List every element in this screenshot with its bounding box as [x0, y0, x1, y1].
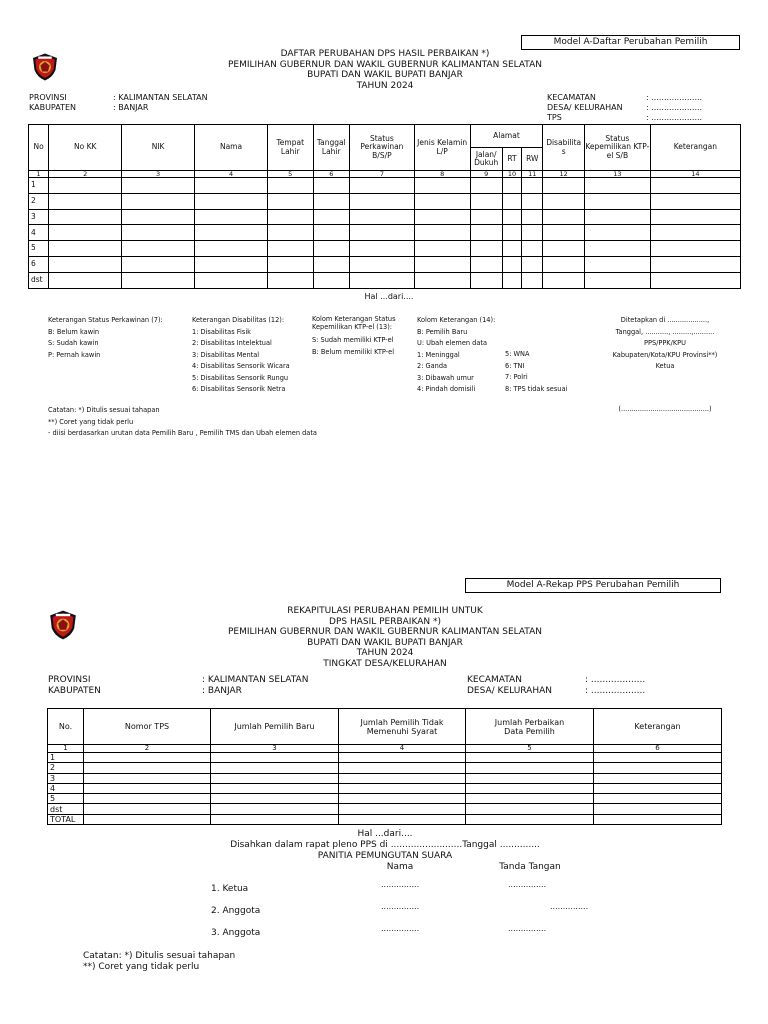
nama-dots: ...............: [381, 924, 420, 933]
legend-line: 5: Disabilitas Sensorik Rungu: [192, 373, 289, 382]
table-cell: [211, 773, 339, 783]
table-cell: [122, 178, 195, 194]
legend-disabilitas: [192, 315, 290, 396]
ttd-dots: ...............: [508, 924, 547, 933]
col-jalan-header: Jalan/ Dukuh: [470, 148, 502, 171]
legend-ktp: [312, 315, 407, 331]
col-number: 7: [349, 171, 414, 178]
table-cell: [543, 272, 585, 288]
table-cell: [650, 241, 740, 257]
catatan-line: Catatan: *) Ditulis sesuai tahapan: [48, 406, 160, 414]
nama-dots: ...............: [381, 902, 420, 911]
table-cell: [84, 773, 211, 783]
table-cell: [650, 178, 740, 194]
table-cell: [339, 763, 466, 773]
table-cell: [594, 804, 722, 814]
legend-line: 4: Pindah domisili: [417, 385, 476, 393]
col-ktp-header: Status Kepemilikan KTP-el S/B: [584, 125, 650, 171]
table-cell: [339, 814, 466, 824]
col-number: 6: [313, 171, 349, 178]
kpu-logo-icon: [47, 609, 79, 641]
title-line: BUPATI DAN WAKIL BUPATI BANJAR: [307, 637, 463, 648]
table-cell: [339, 753, 466, 763]
model-label-1: Model A-Daftar Perubahan Pemilih: [521, 35, 740, 50]
table-cell: [414, 256, 470, 272]
table-cell: [543, 193, 585, 209]
table-cell: [195, 178, 268, 194]
table-cell: [594, 794, 722, 804]
table-cell: [543, 178, 585, 194]
model-label-2: Model A-Rekap PPS Perubahan Pemilih: [465, 578, 721, 593]
form2-title: [170, 606, 600, 669]
col-nokk-header: No KK: [49, 125, 122, 171]
legend-line: U: Ubah elemen data: [417, 339, 488, 347]
col-number: 5: [267, 171, 313, 178]
table-cell: [349, 178, 414, 194]
table-cell: [195, 225, 268, 241]
table-cell: [466, 783, 594, 793]
table-cell: [122, 193, 195, 209]
table-cell: [502, 178, 521, 194]
table-cell: [470, 241, 502, 257]
table-cell: [49, 209, 122, 225]
table-cell: [313, 193, 349, 209]
table-cell: [211, 814, 339, 824]
table-cell: [267, 209, 313, 225]
sign-line: Ditetapkan di ...................,: [620, 316, 710, 324]
title-line: PEMILIHAN GUBERNUR DAN WAKIL GUBERNUR KALIMANTAN SELATAN: [228, 627, 542, 637]
signer-anggota-2: 3. Anggota: [211, 928, 261, 938]
table-cell: [122, 241, 195, 257]
table-row: [48, 794, 722, 804]
table-cell: [502, 193, 521, 209]
tps-label: TPS: [547, 113, 562, 122]
catatan-line: Catatan: *) Ditulis sesuai tahapan: [83, 951, 236, 961]
legend-line: 3: Disabilitas Mental: [192, 350, 260, 359]
legend-ktp-items: [312, 335, 394, 358]
col-tms-header: Jumlah Pemilih Tidak Memenuhi Syarat: [339, 709, 466, 745]
table-cell: [522, 272, 543, 288]
ttd-dots: ...............: [550, 902, 589, 911]
table-cell: [584, 178, 650, 194]
nama-header: Nama: [386, 862, 414, 872]
table-cell: [313, 256, 349, 272]
table-cell: [195, 272, 268, 288]
legend-line: 2: Ganda: [417, 362, 448, 370]
provinsi-value: : KALIMANTAN SELATAN: [202, 675, 309, 685]
table-cell: [584, 193, 650, 209]
table-cell: [339, 783, 466, 793]
table-cell: [414, 272, 470, 288]
row-number: 5: [29, 241, 49, 257]
table-cell: [650, 272, 740, 288]
col-rw-header: RW: [522, 148, 543, 171]
col-number: 11: [522, 171, 543, 178]
provinsi-label: PROVINSI: [48, 675, 91, 685]
legend-status: [48, 315, 163, 361]
table-cell: [584, 209, 650, 225]
table-cell: [466, 794, 594, 804]
table-cell: [267, 241, 313, 257]
form1-title: [180, 49, 590, 91]
col-number: 2: [84, 745, 211, 753]
legend-line: B: Pemilih Baru: [417, 327, 468, 336]
table-row: [29, 209, 741, 225]
table-cell: [594, 814, 722, 824]
col-status-header: Status Perkawinan B/S/P: [349, 125, 414, 171]
row-number: 2: [48, 763, 84, 773]
col-number: 13: [584, 171, 650, 178]
table-cell: [584, 225, 650, 241]
title-line: BUPATI DAN WAKIL BUPATI BANJAR: [307, 70, 463, 80]
table-cell: [650, 225, 740, 241]
col-number: 5: [466, 745, 594, 753]
col-tanggal-header: Tanggal Lahir: [313, 125, 349, 171]
table-cell: [502, 225, 521, 241]
table-cell: [522, 209, 543, 225]
row-number: 2: [29, 193, 49, 209]
rekap-table: [47, 708, 722, 825]
kecamatan-value: : ....................: [646, 93, 703, 102]
table-cell: [522, 225, 543, 241]
table-cell: [470, 178, 502, 194]
desa-label: DESA/ KELURAHAN: [547, 103, 623, 112]
table-cell: [267, 256, 313, 272]
signer-anggota-1: 2. Anggota: [211, 906, 261, 916]
table-cell: [49, 178, 122, 194]
legend-line: B: Belum kawin: [48, 327, 100, 336]
ttd-header: Tanda Tangan: [499, 862, 561, 872]
col-rt-header: RT: [502, 148, 521, 171]
table-cell: [195, 193, 268, 209]
table-cell: [339, 804, 466, 814]
kabupaten-value: : BANJAR: [202, 686, 242, 696]
col-disabilitas-header: Disabilita s: [543, 125, 585, 171]
legend-line: 5: WNA: [505, 350, 530, 358]
table-cell: [349, 272, 414, 288]
col-number: 8: [414, 171, 470, 178]
table-cell: [522, 193, 543, 209]
col-number: 4: [339, 745, 466, 753]
table-cell: [349, 193, 414, 209]
legend-line: Keterangan Disabilitas (12):: [192, 316, 285, 324]
table-cell: [84, 753, 211, 763]
col-perbaikan-header: Jumlah Perbaikan Data Pemilih: [466, 709, 594, 745]
legend-line: Keterangan Status Perkawinan (7):: [48, 316, 163, 324]
table-cell: [543, 209, 585, 225]
table-cell: [49, 272, 122, 288]
kecamatan-label: KECAMATAN: [547, 93, 596, 102]
col-number: 1: [29, 171, 49, 178]
table-cell: [267, 178, 313, 194]
sign-name-1: (..........................................): [618, 405, 712, 413]
title-line: DPS HASIL PERBAIKAN *): [329, 616, 441, 627]
table-cell: [349, 209, 414, 225]
table-row: [48, 814, 722, 824]
table-cell: [211, 794, 339, 804]
legend-line: Kolom Keterangan Status Kepemilikan KTP-el (13):: [312, 315, 396, 331]
row-number: 4: [29, 225, 49, 241]
sign-line: Kabupaten/Kota/KPU Provinsi**): [612, 350, 718, 359]
table-row: [29, 225, 741, 241]
table-cell: [470, 193, 502, 209]
table-cell: [211, 763, 339, 773]
disahkan-line: Disahkan dalam rapat pleno PPS di .........................Tanggal ..............: [230, 840, 540, 850]
table-cell: [522, 178, 543, 194]
table-cell: [470, 272, 502, 288]
col-alamat-header: Alamat: [470, 125, 543, 148]
table-cell: [339, 773, 466, 783]
kabupaten-label: KABUPATEN: [29, 103, 77, 112]
title-line: REKAPITULASI PERUBAHAN PEMILIH UNTUK: [287, 606, 483, 616]
table-cell: [211, 804, 339, 814]
table-cell: [502, 209, 521, 225]
table-cell: [49, 193, 122, 209]
legend-line: 3: Dibawah umur: [417, 373, 474, 382]
table-row: [29, 272, 741, 288]
table-cell: [414, 178, 470, 194]
table-cell: [466, 763, 594, 773]
col-number: 10: [502, 171, 521, 178]
legend-line: 6: TNI: [505, 361, 525, 370]
table-cell: [594, 763, 722, 773]
col-number: 3: [122, 171, 195, 178]
row-number: dst: [48, 804, 84, 814]
table-row: [48, 773, 722, 783]
table-cell: [349, 256, 414, 272]
row-number: 3: [48, 773, 84, 783]
legend-line: 8: TPS tidak sesuai: [505, 384, 568, 393]
legend-line: P: Pernah kawin: [48, 350, 101, 359]
table-cell: [267, 193, 313, 209]
legend-line: Kolom Keterangan (14):: [417, 316, 496, 324]
legend-line: S: Sudah kawin: [48, 339, 99, 347]
kpu-logo-icon: [30, 52, 60, 82]
col-ket-header: Keterangan: [594, 709, 722, 745]
row-number: 1: [48, 753, 84, 763]
col-number: 12: [543, 171, 585, 178]
desa-value: : ...................: [585, 686, 646, 696]
row-number: 4: [48, 783, 84, 793]
table-cell: [195, 256, 268, 272]
title-line: TINGKAT DESA/KELURAHAN: [323, 658, 447, 669]
kabupaten-value: : BANJAR: [113, 103, 149, 112]
table-cell: [313, 241, 349, 257]
table-cell: [594, 773, 722, 783]
table-cell: [414, 241, 470, 257]
sign-line: Ketua: [655, 362, 675, 370]
col-number: 14: [650, 171, 740, 178]
nama-dots: ...............: [381, 880, 420, 889]
table-cell: [543, 241, 585, 257]
ttd-dots: ...............: [508, 880, 547, 889]
table-cell: [466, 804, 594, 814]
table-cell: [650, 193, 740, 209]
table-cell: [414, 209, 470, 225]
table-cell: [267, 225, 313, 241]
col-no-header: No: [29, 125, 49, 171]
catatan-line: **) Coret yang tidak perlu: [83, 961, 200, 972]
table-cell: [543, 225, 585, 241]
provinsi-label: PROVINSI: [29, 93, 67, 102]
table-cell: [522, 241, 543, 257]
table-cell: [49, 241, 122, 257]
table-cell: [584, 256, 650, 272]
table-cell: [313, 209, 349, 225]
table-cell: [122, 272, 195, 288]
table-cell: [466, 773, 594, 783]
signer-ketua: 1. Ketua: [211, 884, 249, 894]
col-tps-header: Nomor TPS: [84, 709, 211, 745]
table-cell: [84, 794, 211, 804]
col-ket-header: Keterangan: [650, 125, 740, 171]
legend-line: 2: Disabilitas Intelektual: [192, 339, 272, 347]
legend-line: B: Belum memiliki KTP-el: [312, 347, 395, 356]
table-cell: [84, 783, 211, 793]
table-cell: [339, 794, 466, 804]
provinsi-value: : KALIMANTAN SELATAN: [113, 93, 208, 102]
table-cell: [349, 241, 414, 257]
kabupaten-label: KABUPATEN: [48, 686, 101, 696]
col-nama-header: Nama: [195, 125, 268, 171]
table-cell: [349, 225, 414, 241]
row-number: 5: [48, 794, 84, 804]
table-cell: [470, 209, 502, 225]
table-cell: [49, 256, 122, 272]
col-jk-header: Jenis Kelamin L/P: [414, 125, 470, 171]
signature-block-1: [590, 315, 740, 373]
col-baru-header: Jumlah Pemilih Baru: [211, 709, 339, 745]
table-cell: [502, 256, 521, 272]
title-line: TAHUN 2024: [356, 80, 414, 91]
table-row: [29, 193, 741, 209]
legend-keterangan-b: [505, 349, 567, 395]
title-line: DAFTAR PERUBAHAN DPS HASIL PERBAIKAN *): [280, 49, 490, 59]
page-indicator-1: Hal ...dari....: [364, 292, 414, 301]
legend-line: 7: Polri: [505, 373, 528, 381]
desa-value: : ....................: [646, 103, 703, 112]
table-cell: [470, 256, 502, 272]
table-row: [48, 753, 722, 763]
page-indicator-2: Hal ...dari....: [357, 829, 413, 839]
row-number: 1: [29, 178, 49, 194]
table-cell: [122, 256, 195, 272]
table-cell: [211, 783, 339, 793]
title-line: PEMILIHAN GUBERNUR DAN WAKIL GUBERNUR KALIMANTAN SELATAN: [228, 59, 542, 70]
table-cell: [414, 193, 470, 209]
table-cell: [594, 783, 722, 793]
table-cell: [122, 225, 195, 241]
col-number: 2: [49, 171, 122, 178]
sign-line: Tanggal, ..........., .........,..........: [615, 327, 715, 336]
col-number: 6: [594, 745, 722, 753]
legend-keterangan: [417, 315, 495, 396]
table-cell: [84, 763, 211, 773]
table-cell: [466, 753, 594, 763]
legend-line: 1: Meninggal: [417, 350, 460, 359]
table-cell: [470, 225, 502, 241]
col-number: 4: [195, 171, 268, 178]
row-number: TOTAL: [48, 814, 84, 824]
table-cell: [84, 814, 211, 824]
table-row: [48, 804, 722, 814]
col-tempat-header: Tempat Lahir: [267, 125, 313, 171]
legend-line: 1: Disabilitas Fisik: [192, 327, 251, 336]
title-line: TAHUN 2024: [356, 648, 414, 658]
table-row: [48, 763, 722, 773]
catatan-1: [48, 405, 317, 440]
table-cell: [313, 178, 349, 194]
catatan-line: **) Coret yang tidak perlu: [48, 417, 134, 426]
table-cell: [313, 272, 349, 288]
table-cell: [267, 272, 313, 288]
table-cell: [584, 272, 650, 288]
table-cell: [313, 225, 349, 241]
table-cell: [49, 225, 122, 241]
kecamatan-value: : ...................: [585, 675, 646, 685]
perubahan-table: [28, 124, 741, 289]
catatan-2: [83, 951, 235, 972]
table-cell: [122, 209, 195, 225]
row-number: dst: [29, 272, 49, 288]
col-number: 3: [211, 745, 339, 753]
sign-line: PPS/PPK/KPU: [644, 339, 686, 347]
col-number: 1: [48, 745, 84, 753]
kecamatan-label: KECAMATAN: [467, 675, 522, 685]
table-cell: [650, 209, 740, 225]
legend-line: 6: Disabilitas Sensorik Netra: [192, 385, 286, 393]
catatan-line: - diisi berdasarkan urutan data Pemilih Baru , Pemilih TMS dan Ubah elemen data: [48, 429, 317, 437]
table-cell: [195, 209, 268, 225]
col-no-header: No.: [48, 709, 84, 745]
table-cell: [594, 753, 722, 763]
desa-label: DESA/ KELURAHAN: [467, 686, 552, 696]
table-cell: [84, 804, 211, 814]
col-nik-header: NIK: [122, 125, 195, 171]
table-cell: [543, 256, 585, 272]
table-row: [29, 256, 741, 272]
legend-line: S: Sudah memiliki KTP-el: [312, 336, 394, 344]
table-cell: [466, 814, 594, 824]
table-cell: [584, 241, 650, 257]
table-cell: [502, 272, 521, 288]
table-row: [29, 241, 741, 257]
table-cell: [650, 256, 740, 272]
tps-value: : ....................: [646, 113, 703, 122]
row-number: 3: [29, 209, 49, 225]
table-cell: [502, 241, 521, 257]
row-number: 6: [29, 256, 49, 272]
table-cell: [414, 225, 470, 241]
legend-line: 4: Disabilitas Sensorik Wicara: [192, 362, 290, 370]
table-row: [29, 178, 741, 194]
table-cell: [522, 256, 543, 272]
table-cell: [211, 753, 339, 763]
table-cell: [195, 241, 268, 257]
panitia-title: PANITIA PEMUNGUTAN SUARA: [317, 851, 453, 861]
table-row: [48, 783, 722, 793]
col-number: 9: [470, 171, 502, 178]
